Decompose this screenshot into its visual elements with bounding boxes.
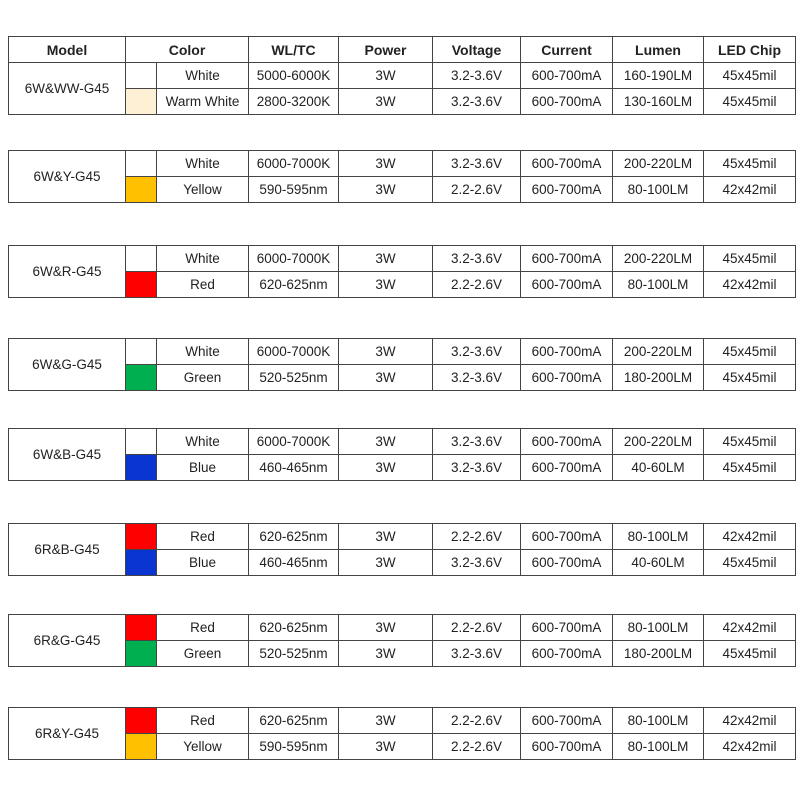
table-row [9, 524, 796, 550]
power-value: 3W [339, 429, 433, 455]
table-row [9, 641, 796, 667]
table-row [9, 339, 796, 365]
wl-tc-value: 520-525nm [249, 365, 339, 391]
color-name: White [157, 246, 249, 272]
power-value: 3W [339, 708, 433, 734]
color-name: White [157, 429, 249, 455]
led-chip-value: 42x42mil [704, 524, 796, 550]
model-group-table [8, 245, 796, 298]
model-group-table [8, 338, 796, 391]
table-row [9, 429, 796, 455]
table-row [9, 734, 796, 760]
led-chip-value: 45x45mil [704, 429, 796, 455]
wl-tc-value: 460-465nm [249, 550, 339, 576]
header-power: Power [339, 37, 433, 63]
color-name: Blue [157, 455, 249, 481]
header-lumen: Lumen [613, 37, 704, 63]
color-name: Red [157, 615, 249, 641]
color-name: Warm White [157, 89, 249, 115]
color-swatch [126, 455, 157, 481]
lumen-value: 200-220LM [613, 246, 704, 272]
led-chip-value: 42x42mil [704, 272, 796, 298]
power-value: 3W [339, 365, 433, 391]
model-group-table [8, 614, 796, 667]
table-row [9, 151, 796, 177]
current-value: 600-700mA [521, 550, 613, 576]
led-chip-value: 45x45mil [704, 365, 796, 391]
color-swatch [126, 429, 157, 455]
current-value: 600-700mA [521, 641, 613, 667]
lumen-value: 80-100LM [613, 177, 704, 203]
current-value: 600-700mA [521, 89, 613, 115]
current-value: 600-700mA [521, 246, 613, 272]
wl-tc-value: 590-595nm [249, 734, 339, 760]
current-value: 600-700mA [521, 177, 613, 203]
model-name: 6R&G-G45 [9, 615, 126, 667]
voltage-value: 3.2-3.6V [433, 151, 521, 177]
lumen-value: 160-190LM [613, 63, 704, 89]
color-name: White [157, 63, 249, 89]
voltage-value: 3.2-3.6V [433, 455, 521, 481]
table-row [9, 708, 796, 734]
table-row [9, 177, 796, 203]
voltage-value: 2.2-2.6V [433, 524, 521, 550]
led-chip-value: 45x45mil [704, 89, 796, 115]
voltage-value: 3.2-3.6V [433, 246, 521, 272]
color-swatch [126, 339, 157, 365]
wl-tc-value: 2800-3200K [249, 89, 339, 115]
wl-tc-value: 6000-7000K [249, 429, 339, 455]
led-chip-value: 45x45mil [704, 550, 796, 576]
current-value: 600-700mA [521, 708, 613, 734]
power-value: 3W [339, 89, 433, 115]
voltage-value: 3.2-3.6V [433, 550, 521, 576]
color-swatch [126, 177, 157, 203]
voltage-value: 3.2-3.6V [433, 429, 521, 455]
wl-tc-value: 620-625nm [249, 615, 339, 641]
color-name: Yellow [157, 734, 249, 760]
header-wl-tc: WL/TC [249, 37, 339, 63]
color-swatch [126, 89, 157, 115]
wl-tc-value: 460-465nm [249, 455, 339, 481]
model-name: 6W&G-G45 [9, 339, 126, 391]
lumen-value: 80-100LM [613, 708, 704, 734]
header-color: Color [126, 37, 249, 63]
color-name: Red [157, 524, 249, 550]
lumen-value: 180-200LM [613, 365, 704, 391]
lumen-value: 200-220LM [613, 429, 704, 455]
model-group-table [8, 523, 796, 576]
table-row [9, 63, 796, 89]
lumen-value: 200-220LM [613, 151, 704, 177]
model-name: 6W&WW-G45 [9, 63, 126, 115]
power-value: 3W [339, 524, 433, 550]
model-name: 6W&R-G45 [9, 246, 126, 298]
power-value: 3W [339, 455, 433, 481]
power-value: 3W [339, 734, 433, 760]
power-value: 3W [339, 246, 433, 272]
lumen-value: 80-100LM [613, 524, 704, 550]
power-value: 3W [339, 641, 433, 667]
led-chip-value: 42x42mil [704, 615, 796, 641]
color-swatch [126, 272, 157, 298]
power-value: 3W [339, 339, 433, 365]
voltage-value: 2.2-2.6V [433, 708, 521, 734]
power-value: 3W [339, 177, 433, 203]
led-chip-value: 45x45mil [704, 641, 796, 667]
spec-table-header [8, 36, 796, 63]
lumen-value: 200-220LM [613, 339, 704, 365]
wl-tc-value: 5000-6000K [249, 63, 339, 89]
wl-tc-value: 620-625nm [249, 708, 339, 734]
wl-tc-value: 6000-7000K [249, 151, 339, 177]
wl-tc-value: 590-595nm [249, 177, 339, 203]
led-chip-value: 42x42mil [704, 734, 796, 760]
color-swatch [126, 524, 157, 550]
led-chip-value: 45x45mil [704, 339, 796, 365]
color-name: White [157, 151, 249, 177]
table-row [9, 365, 796, 391]
model-group-table [8, 62, 796, 115]
model-name: 6W&B-G45 [9, 429, 126, 481]
power-value: 3W [339, 615, 433, 641]
color-swatch [126, 615, 157, 641]
current-value: 600-700mA [521, 272, 613, 298]
color-name: Green [157, 641, 249, 667]
color-swatch [126, 246, 157, 272]
led-chip-value: 42x42mil [704, 177, 796, 203]
model-group-table [8, 150, 796, 203]
power-value: 3W [339, 272, 433, 298]
lumen-value: 40-60LM [613, 550, 704, 576]
led-chip-value: 45x45mil [704, 63, 796, 89]
current-value: 600-700mA [521, 615, 613, 641]
power-value: 3W [339, 151, 433, 177]
model-group-table [8, 707, 796, 760]
led-chip-value: 42x42mil [704, 708, 796, 734]
current-value: 600-700mA [521, 63, 613, 89]
color-name: White [157, 339, 249, 365]
color-name: Yellow [157, 177, 249, 203]
model-name: 6R&B-G45 [9, 524, 126, 576]
table-row [9, 272, 796, 298]
lumen-value: 180-200LM [613, 641, 704, 667]
wl-tc-value: 520-525nm [249, 641, 339, 667]
model-group-table [8, 428, 796, 481]
voltage-value: 3.2-3.6V [433, 641, 521, 667]
current-value: 600-700mA [521, 151, 613, 177]
color-name: Red [157, 708, 249, 734]
header-led-chip: LED Chip [704, 37, 796, 63]
current-value: 600-700mA [521, 365, 613, 391]
table-row [9, 455, 796, 481]
current-value: 600-700mA [521, 339, 613, 365]
voltage-value: 2.2-2.6V [433, 177, 521, 203]
color-name: Red [157, 272, 249, 298]
led-chip-value: 45x45mil [704, 246, 796, 272]
color-swatch [126, 365, 157, 391]
model-name: 6W&Y-G45 [9, 151, 126, 203]
color-swatch [126, 63, 157, 89]
lumen-value: 130-160LM [613, 89, 704, 115]
power-value: 3W [339, 550, 433, 576]
table-row [9, 615, 796, 641]
voltage-value: 2.2-2.6V [433, 272, 521, 298]
table-row [9, 550, 796, 576]
current-value: 600-700mA [521, 734, 613, 760]
color-name: Green [157, 365, 249, 391]
voltage-value: 3.2-3.6V [433, 63, 521, 89]
color-name: Blue [157, 550, 249, 576]
color-swatch [126, 550, 157, 576]
wl-tc-value: 620-625nm [249, 272, 339, 298]
voltage-value: 3.2-3.6V [433, 89, 521, 115]
header-model: Model [9, 37, 126, 63]
color-swatch [126, 708, 157, 734]
model-name: 6R&Y-G45 [9, 708, 126, 760]
color-swatch [126, 641, 157, 667]
header-current: Current [521, 37, 613, 63]
color-swatch [126, 734, 157, 760]
lumen-value: 40-60LM [613, 455, 704, 481]
wl-tc-value: 620-625nm [249, 524, 339, 550]
lumen-value: 80-100LM [613, 272, 704, 298]
current-value: 600-700mA [521, 455, 613, 481]
led-chip-value: 45x45mil [704, 151, 796, 177]
current-value: 600-700mA [521, 429, 613, 455]
lumen-value: 80-100LM [613, 734, 704, 760]
table-row [9, 246, 796, 272]
power-value: 3W [339, 63, 433, 89]
voltage-value: 2.2-2.6V [433, 734, 521, 760]
wl-tc-value: 6000-7000K [249, 246, 339, 272]
voltage-value: 3.2-3.6V [433, 365, 521, 391]
table-row [9, 89, 796, 115]
wl-tc-value: 6000-7000K [249, 339, 339, 365]
voltage-value: 2.2-2.6V [433, 615, 521, 641]
voltage-value: 3.2-3.6V [433, 339, 521, 365]
led-chip-value: 45x45mil [704, 455, 796, 481]
current-value: 600-700mA [521, 524, 613, 550]
header-voltage: Voltage [433, 37, 521, 63]
color-swatch [126, 151, 157, 177]
lumen-value: 80-100LM [613, 615, 704, 641]
